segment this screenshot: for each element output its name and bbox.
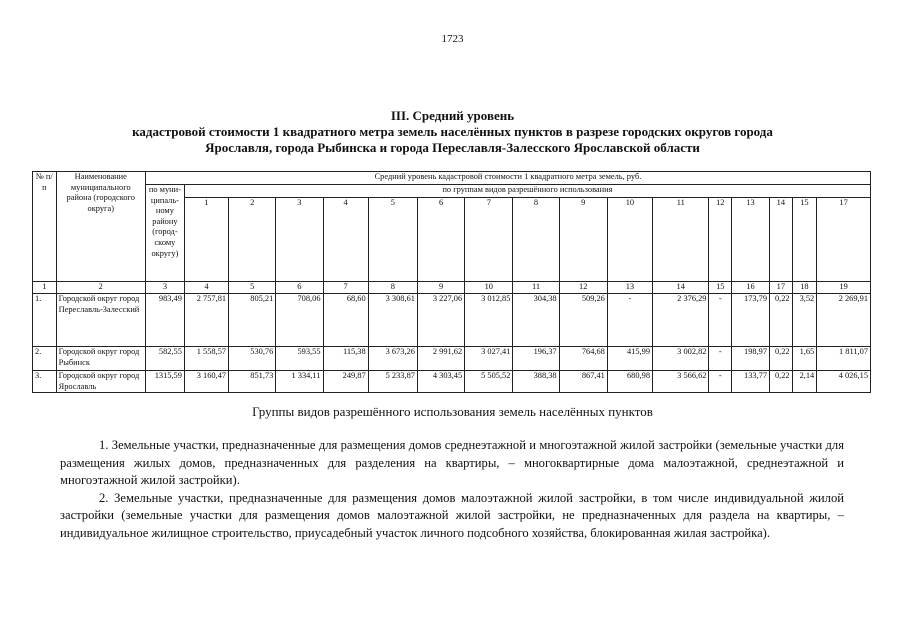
value-cell: 133,77 — [732, 371, 770, 393]
group-number-header: 17 — [817, 198, 871, 282]
value-cell: 3 227,06 — [417, 294, 464, 347]
group-number-header: 8 — [513, 198, 559, 282]
column-number: 16 — [732, 282, 770, 294]
group-number-header: 4 — [323, 198, 368, 282]
value-cell: 1,65 — [792, 347, 817, 371]
value-cell: 2 991,62 — [417, 347, 464, 371]
value-cell: 115,38 — [323, 347, 368, 371]
value-cell: 983,49 — [145, 294, 184, 347]
value-cell: 388,38 — [513, 371, 559, 393]
group-number-header: 9 — [559, 198, 607, 282]
value-cell: 2 757,81 — [184, 294, 228, 347]
value-cell: 3 308,61 — [368, 294, 417, 347]
value-cell: 5 233,87 — [368, 371, 417, 393]
value-cell: 680,98 — [607, 371, 652, 393]
column-number: 10 — [465, 282, 513, 294]
value-cell: 530,76 — [229, 347, 276, 371]
column-number: 18 — [792, 282, 817, 294]
groups-description — [60, 437, 844, 542]
value-cell: 4 303,45 — [417, 371, 464, 393]
value-cell: 2 269,91 — [817, 294, 871, 347]
column-number: 6 — [276, 282, 323, 294]
value-cell: 3 002,82 — [653, 347, 709, 371]
value-cell: 5 505,52 — [465, 371, 513, 393]
group-number-header: 13 — [732, 198, 770, 282]
value-cell: 0,22 — [770, 371, 793, 393]
value-cell: 3 160,47 — [184, 371, 228, 393]
value-cell: 764,68 — [559, 347, 607, 371]
group-number-header: 5 — [368, 198, 417, 282]
column-number: 14 — [653, 282, 709, 294]
group-number-header: 6 — [417, 198, 464, 282]
district-name: Городской округ город Ярославль — [56, 371, 145, 393]
column-number: 2 — [56, 282, 145, 294]
header-number: № п/п — [33, 172, 57, 282]
value-cell: - — [607, 294, 652, 347]
page-number: 1723 — [441, 33, 464, 45]
value-cell: 68,60 — [323, 294, 368, 347]
table-row — [33, 371, 871, 393]
value-cell: 3 673,26 — [368, 347, 417, 371]
column-number: 17 — [770, 282, 793, 294]
value-cell: 0,22 — [770, 294, 793, 347]
group-2-description: 2. Земельные участки, предназначенные для размещения домов малоэтажной жилой застройки, в том числе индивидуальной жилой застройки (земельные участки для размещения домов малоэтажной жилой застройки, не предназначенных для раздела на квартиры, – индивидуальное жилищное строительство, приусадебный участок личного подсобного хозяйства, блокированная жилая застройка). — [60, 490, 844, 540]
table-row — [33, 347, 871, 371]
group-number-header: 12 — [709, 198, 732, 282]
value-cell: 3 566,62 — [653, 371, 709, 393]
value-cell: 304,38 — [513, 294, 559, 347]
column-number: 4 — [184, 282, 228, 294]
value-cell: 198,97 — [732, 347, 770, 371]
column-number: 13 — [607, 282, 652, 294]
group-number-header: 11 — [653, 198, 709, 282]
value-cell: 805,21 — [229, 294, 276, 347]
row-number: 3. — [33, 371, 57, 393]
district-name: Городской округ город Переславль-Залесский — [56, 294, 145, 347]
groups-heading: Группы видов разрешённого использования земель населённых пунктов — [252, 404, 653, 419]
value-cell: 3 012,85 — [465, 294, 513, 347]
title-line-2: кадастровой стоимости 1 квадратного метра земель населённых пунктов в разрезе городских округов города — [132, 124, 773, 139]
column-number: 5 — [229, 282, 276, 294]
value-cell: 415,99 — [607, 347, 652, 371]
header-average-level: Средний уровень кадастровой стоимости 1 квадратного метра земель, руб. — [145, 172, 870, 185]
header-district-name: Наименование муниципального района (городского округа) — [56, 172, 145, 282]
row-number: 1. — [33, 294, 57, 347]
value-cell: 196,37 — [513, 347, 559, 371]
group-number-header: 15 — [792, 198, 817, 282]
header-by-groups: по группам видов разрешённого использования — [184, 185, 870, 198]
value-cell: 173,79 — [732, 294, 770, 347]
value-cell: 2 376,29 — [653, 294, 709, 347]
value-cell: 708,06 — [276, 294, 323, 347]
column-number: 1 — [33, 282, 57, 294]
value-cell: 3,52 — [792, 294, 817, 347]
group-number-header: 3 — [276, 198, 323, 282]
value-cell: 249,87 — [323, 371, 368, 393]
value-cell: - — [709, 294, 732, 347]
value-cell: 1 558,57 — [184, 347, 228, 371]
value-cell: 509,26 — [559, 294, 607, 347]
value-cell: 3 027,41 — [465, 347, 513, 371]
value-cell: - — [709, 371, 732, 393]
value-cell: 4 026,15 — [817, 371, 871, 393]
group-number-header: 10 — [607, 198, 652, 282]
column-number: 15 — [709, 282, 732, 294]
value-cell: 593,55 — [276, 347, 323, 371]
title-line-1: III. Средний уровень — [390, 108, 515, 123]
group-number-header: 14 — [770, 198, 793, 282]
value-cell: 867,41 — [559, 371, 607, 393]
column-number: 8 — [368, 282, 417, 294]
column-number: 9 — [417, 282, 464, 294]
column-number: 19 — [817, 282, 871, 294]
group-number-header: 1 — [184, 198, 228, 282]
header-by-district: по муни-ципаль-ному району (город-скому округу) — [145, 185, 184, 282]
row-number: 2. — [33, 347, 57, 371]
table-row — [33, 294, 871, 347]
column-number: 12 — [559, 282, 607, 294]
group-number-header: 2 — [229, 198, 276, 282]
column-number: 3 — [145, 282, 184, 294]
value-cell: 582,55 — [145, 347, 184, 371]
value-cell: 1315,59 — [145, 371, 184, 393]
value-cell: - — [709, 347, 732, 371]
column-number: 11 — [513, 282, 559, 294]
section-title — [0, 108, 905, 156]
cadastral-value-table — [32, 171, 871, 393]
value-cell: 851,73 — [229, 371, 276, 393]
group-number-header: 7 — [465, 198, 513, 282]
value-cell: 1 811,07 — [817, 347, 871, 371]
value-cell: 2,14 — [792, 371, 817, 393]
group-1-description: 1. Земельные участки, предназначенные для размещения домов среднеэтажной и многоэтажной жилой застройки (земельные участки для размещения жилых домов, предназначенных для разделения на квартиры, – многоквартирные дома малоэтажной, среднеэтажной и многоэтажной жилой застройки). — [60, 438, 844, 487]
title-line-3: Ярославля, города Рыбинска и города Переславля-Залесского Ярославской области — [205, 140, 700, 155]
value-cell: 0,22 — [770, 347, 793, 371]
district-name: Городской округ город Рыбинск — [56, 347, 145, 371]
column-number: 7 — [323, 282, 368, 294]
value-cell: 1 334,11 — [276, 371, 323, 393]
